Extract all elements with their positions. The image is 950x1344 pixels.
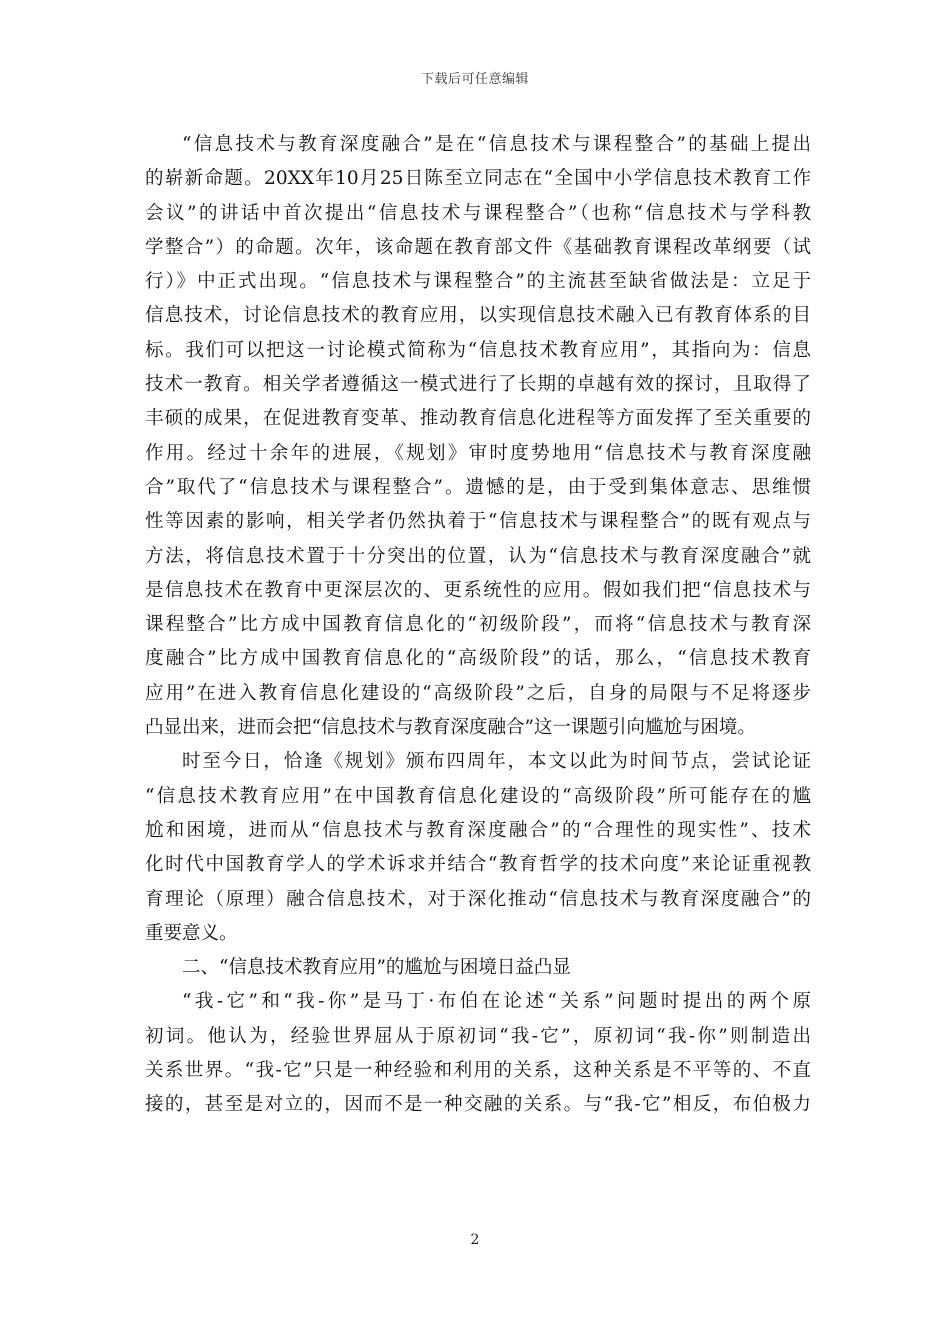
text-line: 度融合”比方成中国教育信息化的“高级阶段”的话，那么，“信息技术教育 xyxy=(145,648,811,670)
text-line: “我-它”和“我-你”是马丁·布伯在论述“关系”问题时提出的两个原 xyxy=(182,991,811,1013)
text-line: 重要意义。 xyxy=(145,922,238,944)
paragraph-2 xyxy=(145,745,811,951)
text-line: 行）》中正式出现。“信息技术与课程整合”的主流甚至缺省做法是：立足于 xyxy=(145,271,811,293)
page-number: 2 xyxy=(470,1232,480,1248)
text-line: 方法，将信息技术置于十分突出的位置，认为“信息技术与教育深度融合”就 xyxy=(145,545,811,567)
section-heading-text: 二、“信息技术教育应用”的尴尬与困境日益凸显 xyxy=(182,957,571,979)
text-line: 尬和困境，进而从“信息技术与教育深度融合”的“合理性的现实性”、技术 xyxy=(145,819,811,841)
text-line: 信息技术，讨论信息技术的教育应用，以实现信息技术融入已有教育体系的目 xyxy=(145,305,811,327)
text-line: 是信息技术在教育中更深层次的、更系统性的应用。假如我们把“信息技术与 xyxy=(145,579,811,601)
text-line: 合”取代了“信息技术与课程整合”。遗憾的是，由于受到集体意志、思维惯 xyxy=(145,476,811,498)
text-line: 关系世界。“我-它”只是一种经验和利用的关系，这种关系是不平等的、不直 xyxy=(145,1060,811,1082)
text-line: 性等因素的影响，相关学者仍然执着于“信息技术与课程整合”的既有观点与 xyxy=(145,511,811,533)
text-line: 育理论（原理）融合信息技术，对于深化推动“信息技术与教育深度融合”的 xyxy=(145,888,811,910)
text-line: 丰硕的成果，在促进教育变革、推动教育信息化进程等方面发挥了至关重要的 xyxy=(145,408,811,430)
text-line: “信息技术与教育深度融合”是在“信息技术与课程整合”的基础上提出 xyxy=(182,134,811,155)
text-line: 凸显出来，进而会把“信息技术与教育深度融合”这一课题引向尴尬与困境。 xyxy=(145,717,756,739)
text-line: 接的，甚至是对立的，因而不是一种交融的关系。与“我-它”相反，布伯极力 xyxy=(145,1094,811,1116)
page-header: 下载后可任意编辑 xyxy=(420,72,529,87)
text-line: 作用。经过十余年的进展，《规划》审时度势地用“信息技术与教育深度融 xyxy=(145,442,811,464)
text-line: “信息技术教育应用”在中国教育信息化建设的“高级阶段”所可能存在的尴 xyxy=(145,785,811,807)
text-line: 化时代中国教育学人的学术诉求并结合“教育哲学的技术向度”来论证重视教 xyxy=(145,854,811,876)
paragraph-3 xyxy=(145,985,811,1122)
document-body xyxy=(145,128,811,1123)
text-line: 应用”在进入教育信息化建设的“高级阶段”之后，自身的局限与不足将逐步 xyxy=(145,682,811,704)
text-line: 技术一教育。相关学者遵循这一模式进行了长期的卓越有效的探讨，且取得了 xyxy=(145,374,811,396)
text-line: 课程整合”比方成中国教育信息化的“初级阶段”，而将“信息技术与教育深 xyxy=(145,614,811,636)
text-line: 会议”的讲话中首次提出“信息技术与课程整合”（也称“信息技术与学科教 xyxy=(145,202,811,224)
text-line: 初词。他认为，经验世界屈从于原初词“我-它”，原初词“我-你”则制造出 xyxy=(145,1025,811,1047)
paragraph-1 xyxy=(145,128,811,745)
text-line: 时至今日，恰逢《规划》颁布四周年，本文以此为时间节点，尝试论证 xyxy=(182,751,811,773)
section-heading xyxy=(145,951,811,985)
text-line: 标。我们可以把这一讨论模式简称为“信息技术教育应用”，其指向为：信息 xyxy=(145,339,811,361)
text-line: 学整合”）的命题。次年，该命题在教育部文件《基础教育课程改革纲要（试 xyxy=(145,236,811,258)
text-line: 的崭新命题。20XX年10月25日陈至立同志在“全国中小学信息技术教育工作 xyxy=(145,168,811,190)
